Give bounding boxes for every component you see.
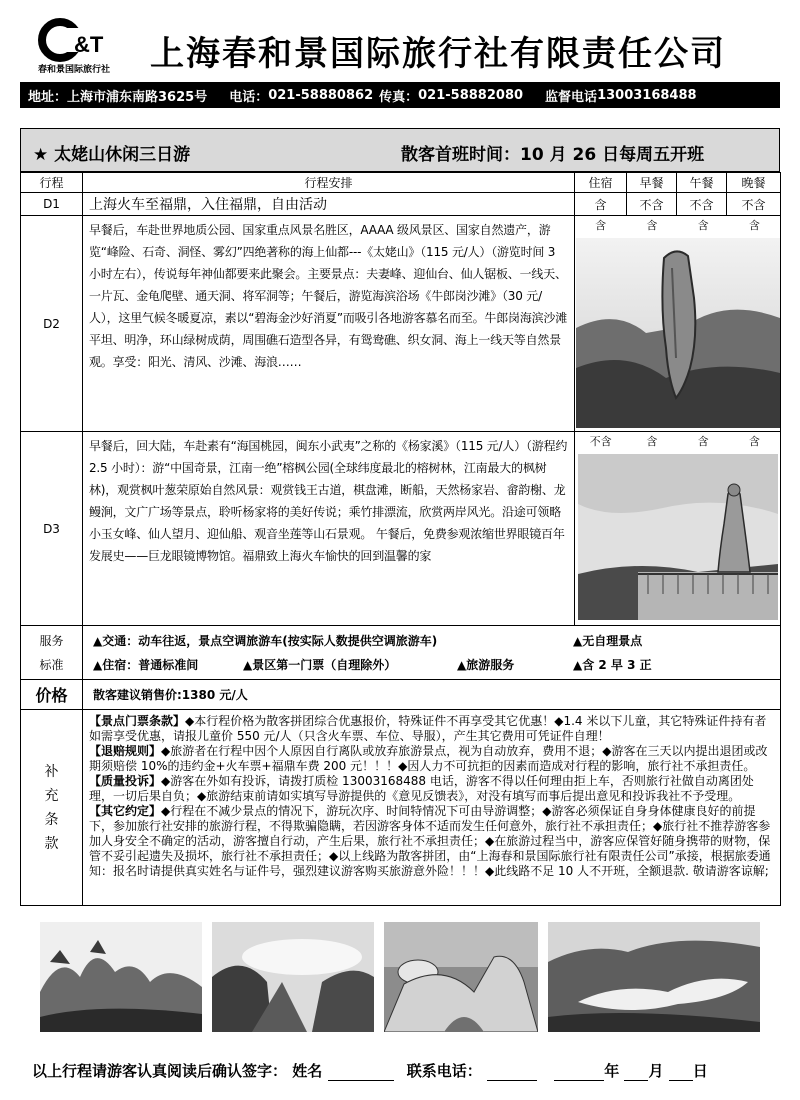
- table-row: [21, 216, 781, 432]
- service-hotel: ▲住宿：普通标准间: [93, 657, 199, 672]
- service-meals: ▲含 2 早 3 正: [573, 657, 652, 672]
- day-photo-cell: [575, 432, 781, 626]
- supplement-label-char: 补: [44, 763, 59, 780]
- svg-text:&T: &T: [74, 32, 104, 57]
- supplement-paragraph: [89, 714, 774, 744]
- guanyin-statue-photo: [578, 454, 778, 620]
- supplement-label-char: 条: [44, 811, 59, 828]
- header-dinner: 晚餐: [727, 173, 781, 193]
- company-logo: [38, 14, 128, 78]
- day-plan: 上海火车至福鼎，入住福鼎，自由活动: [83, 193, 575, 216]
- service-guide: ▲旅游服务: [457, 657, 515, 672]
- lunch-value: 含: [697, 435, 709, 448]
- lunch-value: 不含: [677, 193, 727, 216]
- supplement-label: [21, 710, 83, 906]
- day-photo-cell: [575, 216, 781, 432]
- service-transport: ▲交通：动车往返，景点空调旅游车(按实际人数提供空调旅游车): [93, 633, 438, 648]
- supervision-label: 监督电话: [545, 89, 598, 105]
- supplement-content: [83, 710, 781, 906]
- service-label-line1: 服务: [39, 633, 64, 648]
- service-label: [21, 626, 83, 680]
- clause-text: ◆旅游者在行程中因个人原因自行离队或放弃旅游景点，视为自动放弃，费用不退；◆游客在三天以内提出退团或改期须赔偿 10%的违约金+火车票+福鼎车费 200 元！！！◆因人力不可抗拒的因素而造成对行程的影响，旅行社不承担责任。: [89, 744, 768, 773]
- supplement-paragraph: [89, 774, 774, 804]
- signature-text: 以上行程请游客认真阅读后确认签字：: [32, 1062, 288, 1080]
- meal-values: [575, 432, 780, 452]
- lake-valley-photo: [548, 922, 760, 1032]
- clause-title: 【其它约定】: [89, 804, 162, 818]
- clause-title: 【景点门票条款】: [89, 714, 186, 728]
- day-plan: 早餐后，回大陆，车赴素有“海国桃园，闽东小武夷”之称的《杨家溪》（115 元/人）（游程约 2.5 小时）：游“中国奇景，江南一绝”榕枫公园(全球纬度最北的榕树林，江南最大的枫树林)，观赏枫叶葱荣原始自然风景：观赏钱王古道，棋盘滩，断船，天然杨家岩、畲韵榭、龙鳗涧，文广广场等景点，聆听杨家将的美好传说；乘竹排漂流，欣赏两岸风光。沿途可领略小玉女峰、仙人望月、迎仙船、观音坐莲等山石景观。 午餐后，免费参观浓缩世界眼镜百年发展史——巨龙眼镜博物馆。福鼎致上海火车愉快的回到温馨的家: [83, 432, 575, 626]
- supervision-phone: 13003168488: [597, 87, 697, 103]
- header-day: 行程: [21, 173, 83, 193]
- table-row: [21, 193, 781, 216]
- company-name: 上海春和景国际旅行社有限责任公司: [150, 34, 726, 74]
- supplement-label-char: 款: [44, 835, 59, 852]
- supplement-row: [21, 710, 781, 906]
- phone: 021-58880862: [268, 87, 374, 103]
- address-label: 地址：: [28, 89, 68, 105]
- header-lunch: 午餐: [677, 173, 727, 193]
- fax: 021-58882080: [418, 87, 524, 103]
- signature-line: [32, 1060, 708, 1081]
- price-label: 价格: [21, 680, 83, 710]
- breakfast-value: 含: [646, 435, 658, 448]
- fax-label: 传真：: [379, 89, 419, 105]
- hotel-value: 含: [595, 219, 607, 232]
- tour-title: ★ 太姥山休闲三日游: [33, 145, 191, 165]
- service-shopping: ▲无自理景点: [573, 633, 643, 648]
- clause-text: ◆游客在外如有投诉，请拨打质检 13003168488 电话，游客不得以任何理由拒上车，否则旅行社做自动离团处理，一切后果自负；◆旅游结束前请如实填写导游提供的《意见反馈表》，对没有填写而事后提出意见和投诉我社不予受理。: [89, 774, 754, 803]
- header-hotel: 住宿: [575, 173, 627, 193]
- itinerary-table: [20, 172, 781, 906]
- name-label: 姓名: [292, 1062, 323, 1080]
- table-row: [21, 432, 781, 626]
- supplement-paragraph: [89, 804, 774, 879]
- address: 上海市浦东南路3625号: [67, 89, 208, 105]
- misty-mountain-photo: [40, 922, 202, 1032]
- year-label: 年: [604, 1062, 620, 1080]
- strange-rocks-photo: [384, 922, 538, 1032]
- table-header-row: [21, 173, 781, 193]
- dinner-value: 不含: [727, 193, 781, 216]
- price-text: 散客建议销售价:1380 元/人: [83, 680, 781, 710]
- day-plan: 早餐后，车赴世界地质公园、国家重点风景名胜区，AAAA 级风景区、国家自然遗产，游览“峰险、石奇、洞怪、雾幻”四绝著称的海上仙都---《太姥山》（115 元/人）（游览时间 3 小时左右），传说每年神仙都要来此聚会。主要景点：夫妻峰、迎仙台、仙人锯板、一线天、一片瓦、金龟爬壁、通天洞、将军洞等；午餐后，游览海滨浴场《牛郎岗沙滩》（30 元/人），这里气候冬暖夏凉，素以“碧海金沙好消夏”而吸引各地游客慕名而至。牛郎岗海滨沙滩平坦、明净，环山绿树成荫，周围礁石造型各异，有鸳鸯礁、织女洞、海上一线天等自然景观。享受：阳光、清风、沙滩、海浪……: [83, 216, 575, 432]
- month-field[interactable]: [624, 1064, 648, 1081]
- phone-label: 电话：: [229, 89, 269, 105]
- tour-title-row: [20, 128, 780, 172]
- supplement-label-char: 充: [44, 787, 59, 804]
- month-label: 月: [648, 1062, 664, 1080]
- hotel-value: 不含: [589, 435, 612, 448]
- service-content: [83, 626, 781, 680]
- day-label: 日: [692, 1062, 708, 1080]
- clause-title: 【质量投诉】: [89, 774, 162, 788]
- clause-text: ◆本行程价格为散客拼团综合优惠报价，特殊证件不再享受其它优惠！◆1.4 米以下儿童，其它特殊证件持有者如需享受优惠，请报儿童价 550 元/人（只含火车票、车位、导服），产生其它费用可凭证件自理！: [89, 714, 767, 743]
- contact-bar: [20, 82, 780, 108]
- service-label-line2: 标准: [39, 657, 64, 672]
- day-field[interactable]: [669, 1064, 693, 1081]
- year-field[interactable]: [554, 1064, 604, 1081]
- departure-schedule: 散客首班时间：10 月 26 日每周五开班: [401, 145, 705, 165]
- header-breakfast: 早餐: [627, 173, 677, 193]
- dinner-value: 含: [748, 219, 760, 232]
- lunch-value: 含: [697, 219, 709, 232]
- sea-of-clouds-photo: [212, 922, 374, 1032]
- logo-subtext: 春和景国际旅行社: [38, 65, 111, 75]
- day-label: D2: [21, 216, 83, 432]
- taimu-mountain-photo: [576, 238, 780, 428]
- day-label: D3: [21, 432, 83, 626]
- day-label: D1: [21, 193, 83, 216]
- phone-label: 联系电话：: [406, 1062, 482, 1080]
- price-row: [21, 680, 781, 710]
- clause-text: ◆行程在不减少景点的情况下，游玩次序、时间特情况下可由导游调整；◆游客必须保证自身身体健康良好的前提下，参加旅行社安排的旅游行程，不得欺骗隐瞒，若因游客身体不适而发生任何意外，旅行社不承担责任；◆旅行社不推荐游客参加人身安全不确定的活动，游客擅自行动，产生后果，旅行社不承担责任；◆在旅游过程当中，游客应保管好随身携带的财物，保管不妥引起遗失及损坏，旅行社不承担责任；◆以上线路为散客拼团，由“上海春和景国际旅行社有限责任公司”承接，根据旅委通知：报名时请提供真实姓名与证件号，强烈建议游客购买旅游意外险！！！◆此线路不足 10 人不开班，全额退款. 敬请游客谅解;: [89, 804, 771, 878]
- breakfast-value: 含: [646, 219, 658, 232]
- name-field[interactable]: [328, 1064, 394, 1081]
- clause-title: 【退赔规则】: [89, 744, 162, 758]
- service-row: [21, 626, 781, 680]
- hotel-value: 含: [575, 193, 627, 216]
- dinner-value: 含: [748, 435, 760, 448]
- breakfast-value: 不含: [627, 193, 677, 216]
- phone-field[interactable]: [487, 1064, 537, 1081]
- meal-values: [575, 216, 780, 236]
- supplement-paragraph: [89, 744, 774, 774]
- service-tickets: ▲景区第一门票（自理除外）: [243, 657, 397, 672]
- header-plan: 行程安排: [83, 173, 575, 193]
